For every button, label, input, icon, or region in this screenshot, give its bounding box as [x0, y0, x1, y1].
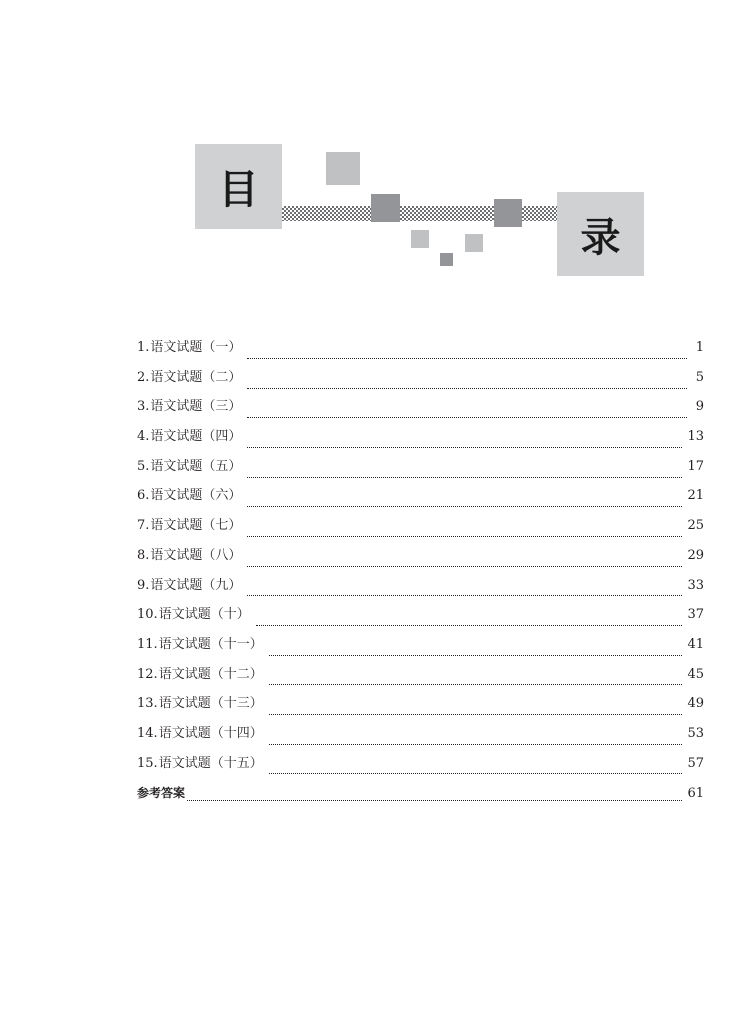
- toc-entry-number: 9.: [137, 577, 150, 593]
- toc-entry-title: 语文试题（十二）: [158, 666, 263, 682]
- toc-header: [0, 0, 744, 300]
- toc-entry-title: 语文试题（十四）: [158, 725, 263, 741]
- dot-leader: [269, 654, 683, 656]
- toc-entry-page: 45: [687, 666, 704, 682]
- toc-entry-number: 14.: [137, 725, 158, 741]
- dot-leader: [187, 799, 682, 801]
- toc-entry-number: 8.: [137, 547, 150, 563]
- toc-entry-answers[interactable]: [137, 785, 704, 809]
- toc-entry-number: 13.: [137, 696, 158, 712]
- toc-entry[interactable]: [137, 667, 704, 697]
- decor-square-dark-2: [494, 199, 522, 227]
- toc-entry-title: 语文试题（十三）: [158, 696, 263, 712]
- toc-entry-title: 语文试题（六）: [150, 488, 242, 504]
- decor-square-dark-1: [371, 194, 400, 222]
- toc-entry-page: 57: [687, 755, 704, 771]
- toc-entry[interactable]: [137, 488, 704, 518]
- toc-entry[interactable]: [137, 459, 704, 489]
- dot-leader: [247, 535, 682, 537]
- toc-entry-title: 语文试题（三）: [150, 399, 242, 415]
- heading-char-1: 目: [218, 167, 259, 213]
- decor-square-light-3: [465, 234, 483, 252]
- toc-entry-page: 9: [695, 399, 704, 415]
- toc-entry-number: 15.: [137, 755, 158, 771]
- toc-entry[interactable]: [137, 756, 704, 786]
- table-of-contents: [137, 340, 704, 809]
- toc-entry-title: 语文试题（十五）: [158, 755, 263, 771]
- toc-entry-title: 语文试题（一）: [150, 340, 242, 355]
- dot-leader: [247, 387, 687, 389]
- dot-leader: [256, 624, 683, 626]
- toc-entry[interactable]: [137, 578, 704, 608]
- toc-entry[interactable]: [137, 370, 704, 400]
- toc-entry-number: 4.: [137, 429, 150, 445]
- dot-leader: [269, 683, 683, 685]
- toc-entry[interactable]: [137, 548, 704, 578]
- toc-entry-title: 语文试题（五）: [150, 458, 242, 474]
- toc-entry-number: 11.: [137, 636, 158, 652]
- toc-entry[interactable]: [137, 399, 704, 429]
- toc-entry-number: 1.: [137, 340, 150, 355]
- toc-entry-page: 25: [687, 518, 704, 534]
- dot-leader: [247, 594, 682, 596]
- toc-entry[interactable]: [137, 637, 704, 667]
- dot-leader: [269, 713, 683, 715]
- toc-entry-number: 6.: [137, 488, 150, 504]
- toc-entry-number: 12.: [137, 666, 158, 682]
- toc-entry-page: 37: [687, 607, 704, 623]
- dot-leader: [247, 416, 687, 418]
- dot-leader: [247, 565, 682, 567]
- toc-entry[interactable]: [137, 726, 704, 756]
- answers-page: 61: [687, 786, 704, 802]
- toc-entry[interactable]: [137, 429, 704, 459]
- toc-entry-page: 53: [687, 725, 704, 741]
- toc-entry-title: 语文试题（十一）: [158, 636, 263, 652]
- toc-entry-page: 41: [687, 636, 704, 652]
- toc-entry[interactable]: [137, 607, 704, 637]
- heading-char-2: 录: [580, 214, 621, 261]
- toc-entry-title: 语文试题（八）: [150, 547, 242, 563]
- dot-leader: [269, 743, 683, 745]
- toc-entry-page: 5: [695, 369, 704, 385]
- dot-leader: [247, 446, 682, 448]
- decor-square-light-2: [411, 230, 429, 248]
- toc-entry-page: 33: [687, 577, 704, 593]
- toc-entry-number: 5.: [137, 458, 150, 474]
- decor-square-light-1: [326, 152, 360, 185]
- toc-entry-page: 17: [687, 458, 704, 474]
- heading-box-1: [195, 144, 282, 229]
- toc-entry-title: 语文试题（四）: [150, 429, 242, 445]
- toc-entry[interactable]: [137, 518, 704, 548]
- toc-entry-title: 语文试题（七）: [150, 518, 242, 534]
- toc-entry-page: 29: [687, 547, 704, 563]
- toc-entry-title: 语文试题（十）: [158, 607, 250, 623]
- toc-entry-page: 21: [687, 488, 704, 504]
- toc-entry-title: 语文试题（九）: [150, 577, 242, 593]
- toc-entry[interactable]: [137, 340, 704, 370]
- dot-leader: [269, 772, 683, 774]
- toc-entry-title: 语文试题（二）: [150, 369, 242, 385]
- toc-entry-page: 13: [687, 429, 704, 445]
- toc-entry-page: 1: [695, 340, 704, 355]
- toc-entry-number: 10.: [137, 607, 158, 623]
- toc-entry-number: 3.: [137, 399, 150, 415]
- toc-entry-number: 7.: [137, 518, 150, 534]
- toc-entry[interactable]: [137, 696, 704, 726]
- answers-title: 参考答案: [137, 786, 186, 801]
- dot-leader: [247, 505, 682, 507]
- toc-entry-page: 49: [687, 696, 704, 712]
- dot-leader: [247, 476, 682, 478]
- decor-square-dark-3: [440, 253, 453, 266]
- toc-entry-number: 2.: [137, 369, 150, 385]
- dot-leader: [247, 357, 687, 359]
- heading-box-2: [557, 192, 644, 276]
